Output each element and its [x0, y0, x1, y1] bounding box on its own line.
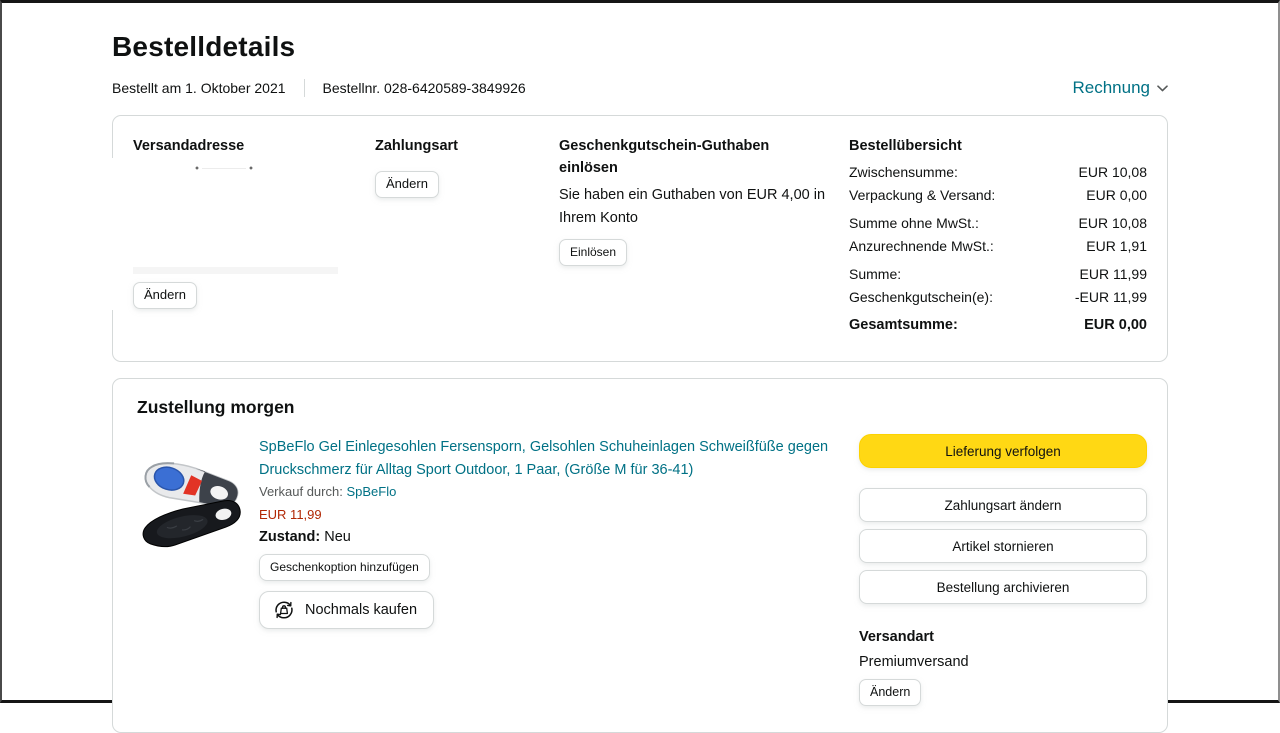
- summary-row: [849, 212, 1147, 235]
- gift-card-balance-text: Sie haben ein Guthaben von EUR 4,00 in Ihrem Konto: [559, 187, 826, 226]
- shipping-address-section: [133, 135, 351, 337]
- change-payment-method-button[interactable]: Ändern: [375, 171, 439, 198]
- delivery-card-body: [137, 434, 1147, 706]
- summary-value: EUR 0,00: [1086, 187, 1147, 203]
- summary-row: [849, 235, 1147, 258]
- redaction-overlay: [111, 158, 115, 310]
- summary-label: Summe ohne MwSt.:: [849, 215, 979, 231]
- summary-row: [849, 263, 1147, 286]
- summary-value: EUR 10,08: [1078, 164, 1147, 180]
- change-address-button[interactable]: Ändern: [133, 282, 197, 309]
- buy-again-button[interactable]: [259, 591, 434, 629]
- redacted-address-smudge: [133, 267, 338, 274]
- delivery-status-title: Zustellung morgen: [137, 397, 295, 417]
- invoice-label: Rechnung: [1072, 78, 1150, 97]
- sold-by-label: Verkauf durch:: [259, 484, 343, 499]
- shipping-method-value: Premiumversand: [859, 654, 969, 670]
- summary-total-row: [849, 314, 1147, 337]
- cancel-items-button[interactable]: Artikel stornieren: [859, 529, 1147, 563]
- order-meta-row: [112, 78, 1168, 98]
- change-shipping-method-button[interactable]: Ändern: [859, 679, 921, 706]
- summary-label: Anzurechnende MwSt.:: [849, 238, 994, 254]
- archive-order-button[interactable]: Bestellung archivieren: [859, 570, 1147, 604]
- summary-label: Summe:: [849, 266, 902, 282]
- summary-label: Geschenkgutschein(e):: [849, 289, 993, 305]
- product-price: EUR 11,99: [259, 507, 322, 522]
- order-actions: [859, 434, 1147, 706]
- add-gift-option-button[interactable]: Geschenkoption hinzufügen: [259, 554, 430, 581]
- change-payment-button[interactable]: Zahlungsart ändern: [859, 488, 1147, 522]
- summary-value: EUR 10,08: [1078, 215, 1147, 231]
- summary-total-value: EUR 0,00: [1084, 317, 1147, 333]
- invoice-dropdown[interactable]: [1072, 78, 1168, 98]
- shipping-address-title: Versandadresse: [133, 138, 245, 154]
- summary-total-label: Gesamtsumme:: [849, 317, 958, 333]
- page-title: Bestelldetails: [112, 31, 296, 62]
- product-details: [259, 434, 859, 706]
- redacted-address: [195, 166, 253, 171]
- summary-row: [849, 286, 1147, 309]
- product-condition: [259, 529, 859, 545]
- summary-row: [849, 184, 1147, 207]
- product-item: [137, 434, 859, 706]
- summary-label: Verpackung & Versand:: [849, 187, 996, 203]
- summary-value: EUR 11,99: [1079, 266, 1147, 282]
- order-summary-card: [112, 115, 1168, 362]
- gift-card-section: [559, 135, 825, 337]
- buy-again-label: Nochmals kaufen: [305, 602, 418, 618]
- order-number: Bestellnr. 028-6420589-3849926: [322, 80, 526, 96]
- summary-label: Zwischensumme:: [849, 164, 958, 180]
- meta-divider: [304, 79, 305, 97]
- track-package-button[interactable]: Lieferung verfolgen: [859, 434, 1147, 468]
- product-title-link[interactable]: SpBeFlo Gel Einlegesohlen Fersensporn, Gelsohlen Schuheinlagen Schweißfüße gegen Druckschmerz für Alltag Sport Outdoor, 1 Paar, (Größe M für 36-41): [259, 439, 829, 478]
- payment-method-title: Zahlungsart: [375, 138, 458, 154]
- order-meta: [112, 79, 526, 97]
- shipping-method-title: Versandart: [859, 629, 934, 645]
- redeem-gift-card-button[interactable]: Einlösen: [559, 239, 627, 266]
- summary-value: EUR 1,91: [1086, 238, 1147, 254]
- seller-link[interactable]: SpBeFlo: [346, 484, 397, 499]
- chevron-down-icon: [1157, 85, 1168, 92]
- order-details-page: [112, 3, 1168, 733]
- order-date: Bestellt am 1. Oktober 2021: [112, 80, 286, 96]
- buy-again-icon: [272, 598, 296, 622]
- payment-method-section: [375, 135, 535, 337]
- product-image[interactable]: [137, 440, 251, 558]
- sold-by-row: [259, 484, 859, 499]
- order-totals-section: [849, 135, 1147, 337]
- summary-row: [849, 161, 1147, 184]
- summary-value: -EUR 11,99: [1074, 289, 1147, 305]
- condition-label: Zustand:: [259, 529, 321, 545]
- order-totals-title: Bestellübersicht: [849, 138, 962, 154]
- gift-card-title: Geschenkgutschein-Guthaben einlösen: [559, 138, 770, 176]
- condition-value: Neu: [324, 529, 351, 545]
- delivery-card: [112, 378, 1168, 733]
